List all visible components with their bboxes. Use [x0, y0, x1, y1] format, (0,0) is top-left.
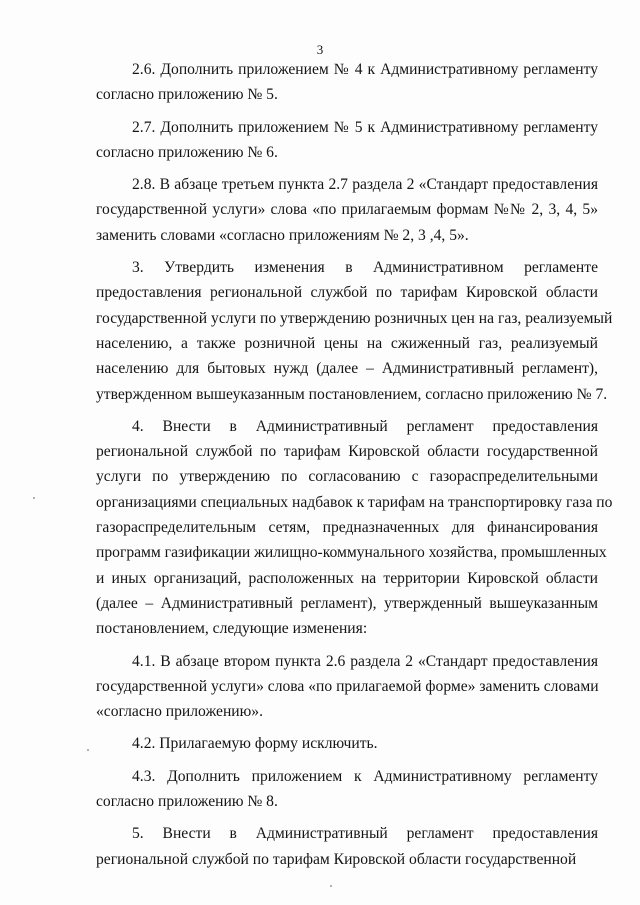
- text-line: государственной услуги по утверждению розничных цен на газ, реализуемый: [96, 309, 613, 327]
- paragraph: [96, 414, 613, 642]
- paragraph: [96, 255, 613, 407]
- paragraph: [96, 649, 598, 725]
- scan-speck: [33, 497, 35, 499]
- text-line: программ газификации жилищно-коммунального хозяйства, промышленных: [96, 544, 607, 562]
- text-line: 4. Внести в Административный регламент предоставления: [132, 417, 598, 435]
- text-line: утвержденном вышеуказанным постановлением, согласно приложению № 7.: [96, 385, 608, 403]
- text-line: 2.8. В абзаце третьем пункта 2.7 раздела 2 «Стандарт предоставления: [132, 176, 598, 194]
- text-line: «согласно приложению».: [96, 703, 263, 721]
- scan-speck: [87, 749, 89, 751]
- text-line: государственной услуги» слова «по прилагаемой форме» заменить словами: [96, 677, 599, 695]
- text-line: услуги по утверждению по согласованию с газораспределительными: [96, 468, 598, 486]
- scan-speck: [330, 885, 332, 887]
- paragraph: [96, 764, 598, 815]
- paragraph: [96, 731, 598, 756]
- paragraph: [96, 172, 598, 248]
- text-line: 2.6. Дополнить приложением № 4 к Административному регламенту: [132, 61, 598, 78]
- text-line: государственной услуги» слова «по прилагаемым формам №№ 2, 3, 4, 5»: [96, 201, 598, 219]
- text-line: населению для бытовых нужд (далее – Административный регламент),: [96, 360, 598, 378]
- text-line: согласно приложению № 8.: [96, 793, 278, 811]
- text-line: согласно приложению № 6.: [96, 143, 278, 161]
- text-line: 2.7. Дополнить приложением № 5 к Административному регламенту: [132, 118, 598, 136]
- text-line: населению, а также розничной цены на сжиженный газ, реализуемый: [96, 334, 598, 352]
- text-line: заменить словами «согласно приложениям № 2, 3 ,4, 5».: [96, 226, 469, 244]
- text-line: 4.1. В абзаце втором пункта 2.6 раздела 2 «Стандарт предоставления: [132, 652, 598, 670]
- text-line: (далее – Административный регламент), утвержденный вышеуказанным: [96, 594, 598, 612]
- page-number: 3: [316, 42, 324, 57]
- text-line: 4.2. Прилагаемую форму исключить.: [132, 735, 378, 753]
- paragraph: [96, 821, 598, 872]
- text-line: организациями специальных надбавок к тарифам на транспортировку газа по: [96, 493, 613, 511]
- text-line: и иных организаций, расположенных на территории Кировской области: [96, 569, 598, 587]
- document-body: [96, 57, 613, 879]
- text-line: региональной службой по тарифам Кировской области государственной: [96, 443, 598, 461]
- text-line: согласно приложению № 5.: [96, 86, 278, 104]
- text-line: региональной службой по тарифам Кировской области государственной: [96, 850, 577, 868]
- paragraph: [96, 115, 598, 166]
- text-line: 4.3. Дополнить приложением к Административному регламенту: [132, 767, 598, 785]
- text-line: 3. Утвердить изменения в Административном регламенте: [132, 259, 598, 277]
- text-line: газораспределительным сетям, предназначенных для финансирования: [96, 519, 598, 537]
- text-line: 5. Внести в Административный регламент предоставления: [132, 825, 598, 843]
- text-line: предоставления региональной службой по тарифам Кировской области: [96, 284, 598, 302]
- text-line: постановлением, следующие изменения:: [96, 620, 368, 638]
- paragraph: [96, 57, 598, 108]
